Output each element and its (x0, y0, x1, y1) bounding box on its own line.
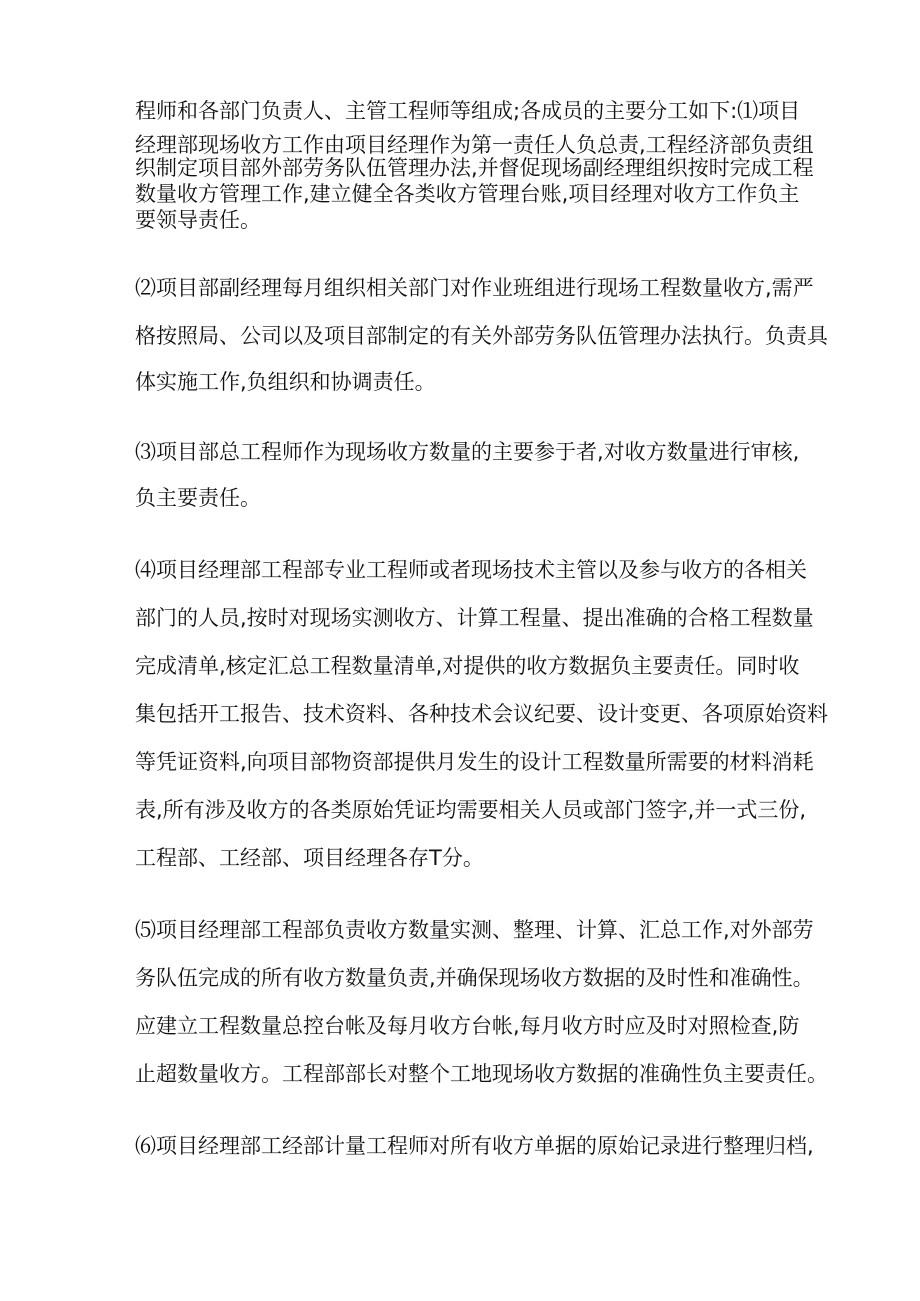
text-line: 表,所有涉及收方的各类原始凭证均需要相关人员或部门签字,并一式三份, (135, 798, 807, 822)
text-line: 经理部现场收方工作由项目经理作为第一责任人负总责,工程经济部负责组 (135, 133, 814, 157)
text-line: 格按照局、公司以及项目部制定的有关外部劳务队伍管理办法执行。负责具 (135, 324, 828, 348)
text-line: 务队伍完成的所有收方数量负责,并确保现场收方数据的及时性和准确性。 (135, 966, 814, 990)
text-line: 数量收方管理工作,建立健全各类收方管理台账,项目经理对收方工作负主 (135, 182, 800, 206)
text-line: ⑸项目经理部工程部负责收方数量实测、整理、计算、汇总工作,对外部劳 (135, 918, 814, 942)
text-line: 应建立工程数量总控台帐及每月收方台帐,每月收方时应及时对照检查,防 (135, 1014, 800, 1038)
text-line: 工程部、工经部、项目经理各存T分。 (135, 846, 484, 870)
text-line: 部门的人员,按时对现场实测收方、计算工程量、提出准确的合格工程数量 (135, 606, 814, 630)
text-line: 体实施工作,负组织和协调责任。 (135, 370, 436, 394)
text-line: 完成清单,核定汇总工程数量清单,对提供的收方数据负主要责任。同时收 (135, 654, 800, 678)
text-line: 要领导责任。 (135, 208, 261, 232)
text-line: 负主要责任。 (135, 486, 261, 510)
text-line: ⑹项目经理部工经部计量工程师对所有收方单据的原始记录进行整理归档, (135, 1134, 814, 1158)
text-line: 程师和各部门负责人、主管工程师等组成;各成员的主要分工如下:⑴项目 (135, 99, 801, 123)
text-line: ⑷项目经理部工程部专业工程师或者现场技术主管以及参与收方的各相关 (135, 558, 807, 582)
text-line: 织制定项目部外部劳务队伍管理办法,并督促现场副经理组织按时完成工程 (135, 156, 814, 180)
text-line: 止超数量收方。工程部部长对整个工地现场收方数据的准确性负主要责任。 (135, 1062, 828, 1086)
text-line: ⑶项目部总工程师作为现场收方数量的主要参于者,对收方数量进行审核, (135, 440, 800, 464)
text-line: 集包括开工报告、技术资料、各种技术会议纪要、设计变更、各项原始资料 (135, 702, 828, 726)
text-line: ⑵项目部副经理每月组织相关部门对作业班组进行现场工程数量收方,需严 (135, 276, 814, 300)
text-line: 等凭证资料,向项目部物资部提供月发生的设计工程数量所需要的材料消耗 (135, 750, 814, 774)
